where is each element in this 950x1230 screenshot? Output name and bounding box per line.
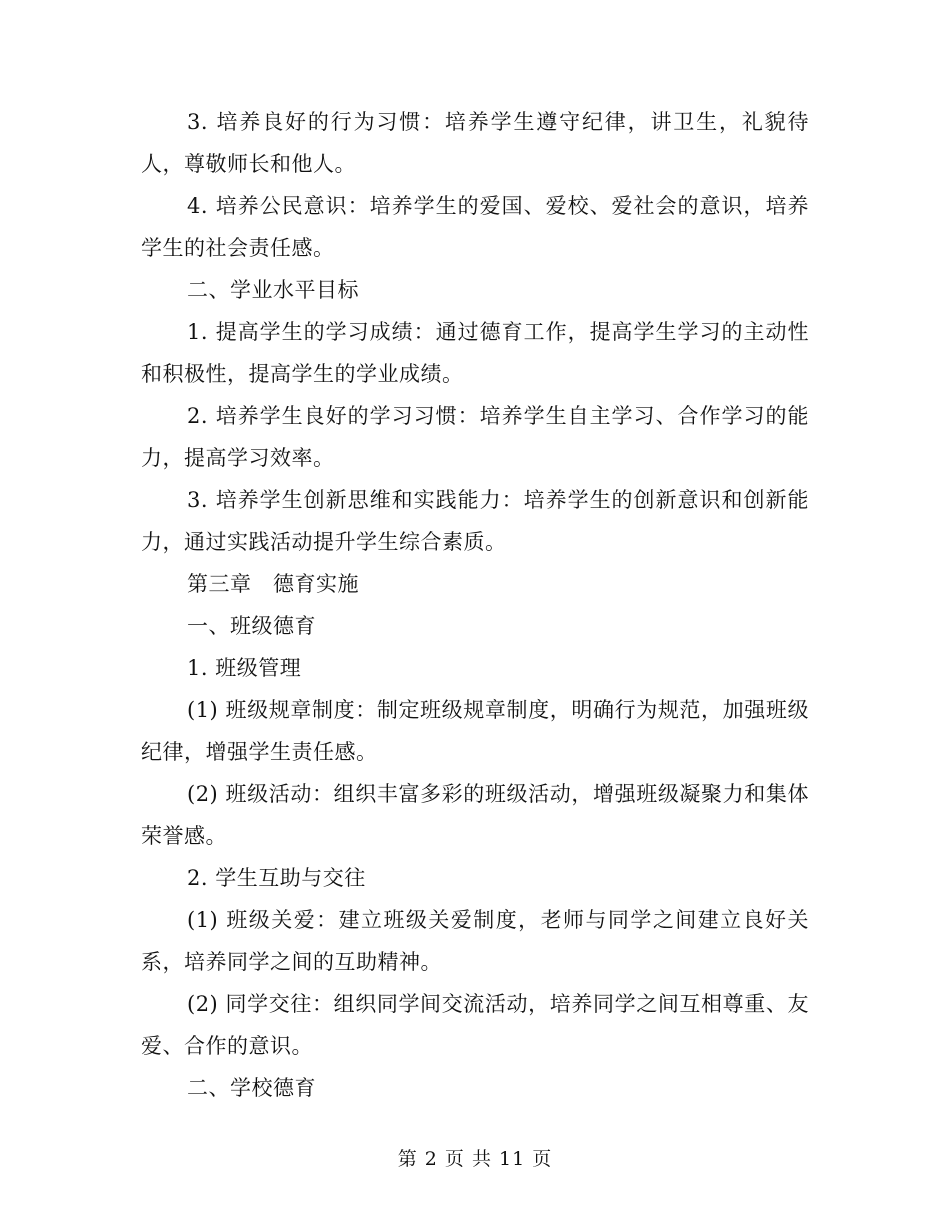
paragraph: (1) 班级规章制度：制定班级规章制度，明确行为规范，加强班级纪律，增强学生责任感。 — [141, 698, 809, 764]
section-heading: 一、班级德育 — [187, 614, 316, 638]
paragraph: (2) 同学交往：组织同学间交流活动，培养同学之间互相尊重、友爱、合作的意识。 — [141, 992, 809, 1058]
page-footer: 第 2 页 共 11 页 — [397, 1148, 553, 1170]
paragraph: (2) 班级活动：组织丰富多彩的班级活动，增强班级凝聚力和集体荣誉感。 — [141, 782, 809, 848]
chapter-heading: 第三章 德育实施 — [187, 572, 359, 596]
document-body — [141, 101, 809, 1109]
paragraph: 2. 培养学生良好的学习习惯：培养学生自主学习、合作学习的能力，提高学习效率。 — [141, 404, 809, 470]
paragraph: 1. 提高学生的学习成绩：通过德育工作，提高学生学习的主动性和积极性，提高学生的学业成绩。 — [141, 320, 809, 386]
subsection-heading: 2. 学生互助与交往 — [187, 866, 366, 890]
paragraph: 4. 培养公民意识：培养学生的爱国、爱校、爱社会的意识，培养学生的社会责任感。 — [141, 194, 809, 260]
paragraph: 3. 培养学生创新思维和实践能力：培养学生的创新意识和创新能力，通过实践活动提升学生综合素质。 — [141, 488, 809, 554]
section-heading: 二、学校德育 — [187, 1076, 316, 1100]
paragraph: 3. 培养良好的行为习惯：培养学生遵守纪律，讲卫生，礼貌待人，尊敬师长和他人。 — [141, 110, 809, 176]
paragraph: (1) 班级关爱：建立班级关爱制度，老师与同学之间建立良好关系，培养同学之间的互助精神。 — [141, 908, 809, 974]
subsection-heading: 1. 班级管理 — [187, 656, 302, 680]
section-heading: 二、学业水平目标 — [187, 278, 359, 302]
